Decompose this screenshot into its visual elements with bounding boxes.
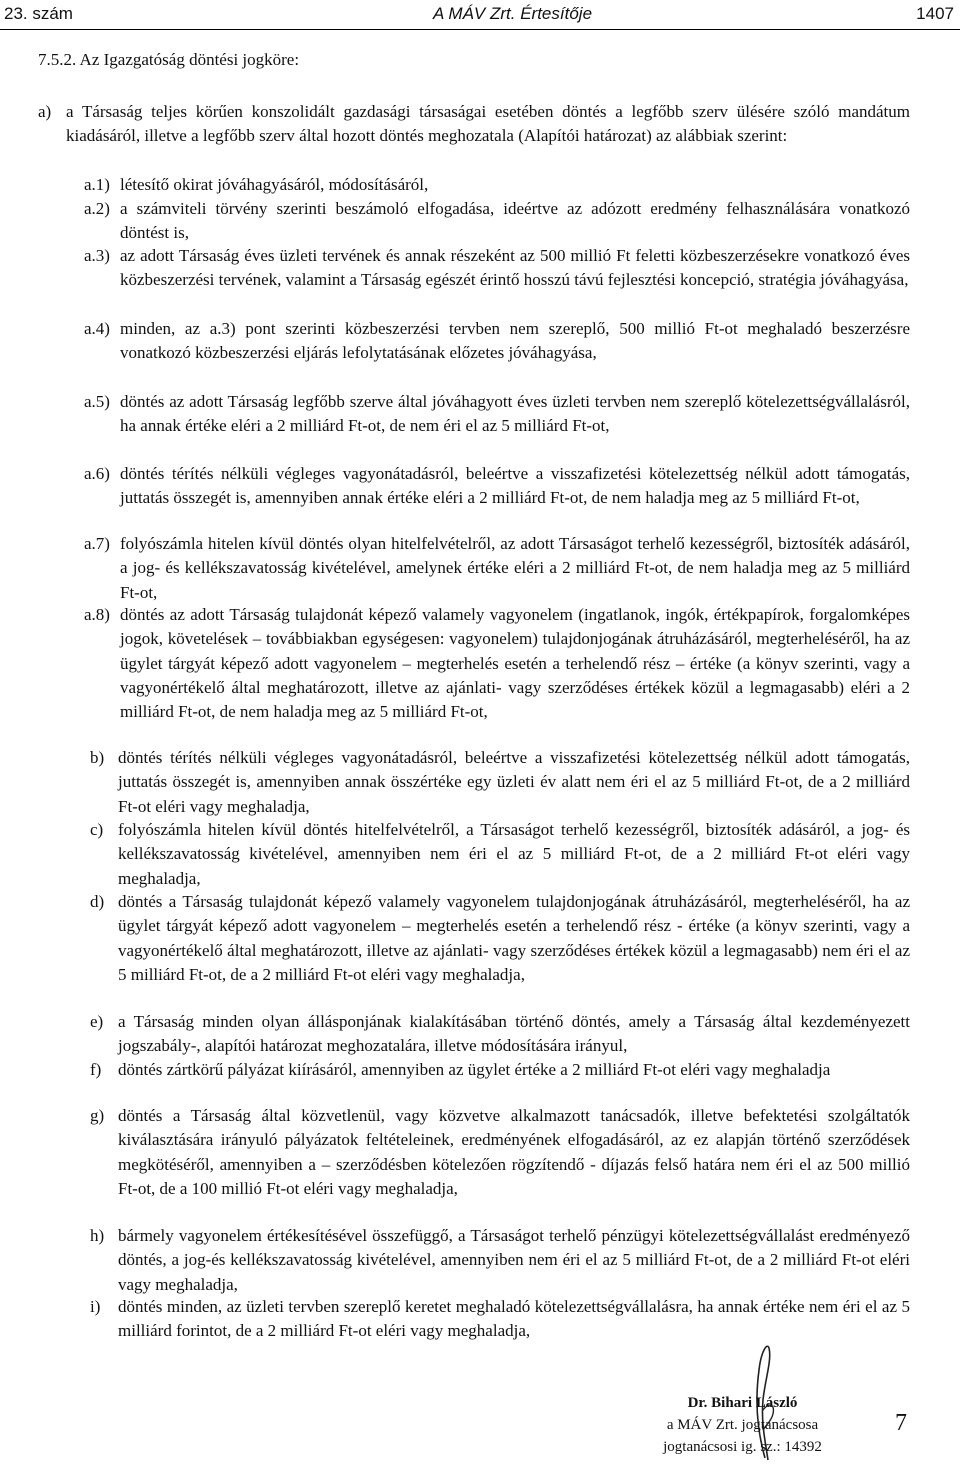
list-item <box>84 173 910 197</box>
header-page-number: 1407 <box>916 4 954 23</box>
list-item <box>84 532 910 605</box>
registration-number: jogtanácsosi ig. sz.: 14392 <box>663 1439 822 1455</box>
page-header <box>0 0 960 30</box>
item-label: c) <box>90 820 104 839</box>
item-text: döntés minden, az üzleti tervben szereplő keretet meghaladó kötelezettségvállalásra, ha annak értéke nem éri el az 5 milliárd forintot, de a 2 milliárd Ft-ot eléri vagy meghaladja, <box>118 1297 910 1341</box>
item-label: a.4) <box>84 319 110 338</box>
list-item <box>84 197 910 246</box>
list-item <box>84 462 910 511</box>
item-text: folyószámla hitelen kívül döntés hitelfelvételről, a Társaságot terhelő kezességről, biztosíték adásáról, a jog- és kellékszavatosság kivételével, amennyiben nem éri el az 5 milliárd Ft-ot, de a 2 milliárd Ft-ot eléri vagy meghaladja, <box>118 820 910 888</box>
item-text: a számviteli törvény szerinti beszámoló elfogadása, ideértve az adózott eredmény felhasználására vonatkozó döntést is, <box>120 199 910 243</box>
issue-number: 23. szám <box>4 4 73 23</box>
item-label: a.1) <box>84 175 110 194</box>
item-label: h) <box>90 1226 105 1245</box>
list-item <box>90 1104 910 1201</box>
signatory-name: Dr. Bihari László <box>687 1395 798 1411</box>
item-label: d) <box>90 892 105 911</box>
item-text: döntés a Társaság által közvetlenül, vagy közvetve alkalmazott tanácsadók, illetve befektetési szolgáltatók kiválasztására irányuló pályázatok feltételeinek, eredményének elfogadásáról, az ez alapján történő szerződések megkötéséről, amennyiben a – szerződésben kötelezően rögzítendő - díjazás felső határa nem éri el az 500 millió Ft-ot, de a 100 millió Ft-ot eléri vagy meghaladja, <box>118 1106 910 1198</box>
signatory-role: a MÁV Zrt. jogtanácsosa <box>666 1417 819 1433</box>
signature-block <box>640 1392 845 1458</box>
item-label: b) <box>90 748 105 767</box>
item-text: döntés térítés nélküli végleges vagyonátadásról, beleértve a visszafizetési kötelezettség nélkül adott támogatás, juttatás összegét is, amennyiben annak értéke eléri a 2 milliárd Ft-ot, de nem haladja meg az 5 milliárd Ft-ot, <box>120 464 910 508</box>
item-text: döntés zártkörű pályázat kiírásáról, amennyiben az ügylet értéke a 2 milliárd Ft-ot eléri vagy meghaladja <box>118 1060 831 1079</box>
item-label: a.5) <box>84 392 110 411</box>
item-text: az adott Társaság éves üzleti tervének és annak részeként az 500 millió Ft feletti közbeszerzésekre vonatkozó éves közbeszerzési tervének, valamint a Társaság egészét érintő hosszú távú fejlesztési koncepció, stratégia jóváhagyása, <box>120 246 910 290</box>
item-label: f) <box>90 1060 102 1079</box>
list-item <box>90 1295 910 1344</box>
item-label: e) <box>90 1012 104 1031</box>
item-label: i) <box>90 1297 101 1316</box>
item-text: folyószámla hitelen kívül döntés olyan hitelfelvételről, az adott Társaságot terhelő kezességről, biztosíték adásáról, a jog- és kellékszavatosság kivételével, amelynek értéke eléri a 2 milliárd Ft-ot, de nem haladja meg az 5 milliárd Ft-ot, <box>120 534 910 602</box>
header-rule <box>0 29 960 30</box>
list-item <box>84 244 910 293</box>
item-text: döntés az adott Társaság tulajdonát képező valamely vagyonelem (ingatlanok, ingók, értékpapírok, forgalomképes jogok, követelések – továbbiakban egységesen: vagyonelem) tulajdonjogának átruházásáról, megterheléséről, ha az ügylet tárgyát képező adott vagyonelem – megterhelés esetén a terhelendő rész – értéke (a könyv szerinti, vagy a vagyonértékelő által meghatározott, illetve az ajánlati- vagy szerződéses értékek közül a legmagasabb) eléri a 2 milliárd Ft-ot, de nem haladja meg az 5 milliárd Ft-ot, <box>120 605 910 722</box>
item-label: a.8) <box>84 605 110 624</box>
item-text: döntés térítés nélküli végleges vagyonátadásról, beleértve a visszafizetési kötelezettség nélkül adott támogatás, juttatás összegét is, amennyiben annak összértéke egy üzleti év alatt nem éri el az 5 milliárd Ft-ot, de a 2 milliárd Ft-ot eléri vagy meghaladja, <box>118 748 910 816</box>
item-label: a.7) <box>84 534 110 553</box>
list-item <box>84 317 910 366</box>
item-text: létesítő okirat jóváhagyásáról, módosításáról, <box>120 175 429 194</box>
section-title: 7.5.2. Az Igazgatóság döntési jogköre: <box>38 50 300 69</box>
list-item <box>90 746 910 819</box>
item-label: a.6) <box>84 464 110 483</box>
page-number: 7 <box>895 1410 907 1436</box>
item-label: g) <box>90 1106 105 1125</box>
item-text: döntés az adott Társaság legfőbb szerve által jóváhagyott éves üzleti tervben nem szereplő kötelezettségvállalásról, ha annak értéke eléri a 2 milliárd Ft-ot, de nem éri el az 5 milliárd Ft-ot, <box>120 392 910 436</box>
list-item <box>90 1010 910 1059</box>
item-text: a Társaság teljes körűen konszolidált gazdasági társaságai esetében döntés a legfőbb szerv ülésére szóló mandátum kiadásáról, illetve a legfőbb szerv által hozott döntés meghozatala (Alapítói határozat) az alábbiak szerint: <box>66 102 910 146</box>
list-item <box>84 603 910 724</box>
list-item <box>90 1058 910 1082</box>
list-item <box>84 390 910 439</box>
list-item <box>90 890 910 987</box>
item-label: a.3) <box>84 246 110 265</box>
item-label: a.2) <box>84 199 110 218</box>
list-item <box>38 100 910 149</box>
list-item <box>90 818 910 891</box>
publication-title: A MÁV Zrt. Értesítője <box>433 4 593 23</box>
item-text: bármely vagyonelem értékesítésével összefüggő, a Társaságot terhelő pénzügyi kötelezettségvállalást eredményező döntés, a jog-és kellékszavatosság kivételével, amennyiben nem éri el az 5 milliárd Ft-ot, de a 2 milliárd Ft-ot eléri vagy meghaladja, <box>118 1226 910 1294</box>
item-text: döntés a Társaság tulajdonát képező valamely vagyonelem tulajdonjogának átruházásáról, megterheléséről, ha az ügylet tárgyát képező adott vagyonelem – megterhelés esetén a terhelendő rész - értéke (a könyv szerinti, vagy a vagyonértékelő által meghatározott, illetve az ajánlati- vagy szerződéses értékek közül a legmagasabb) nem éri el az 5 milliárd Ft-ot, de a 2 milliárd Ft-ot eléri vagy meghaladja, <box>118 892 910 984</box>
item-text: a Társaság minden olyan állásponjának kialakításában történő döntés, amely a Társaság által kezdeményezett jogszabály-, alapítói határozat meghozatalára, illetve módosítására irányul, <box>118 1012 910 1056</box>
item-label: a) <box>38 102 52 121</box>
item-text: minden, az a.3) pont szerinti közbeszerzési tervben nem szereplő, 500 millió Ft-ot meghaladó beszerzésre vonatkozó közbeszerzési eljárás lefolytatásának előzetes jóváhagyása, <box>120 319 910 363</box>
list-item <box>90 1224 910 1297</box>
